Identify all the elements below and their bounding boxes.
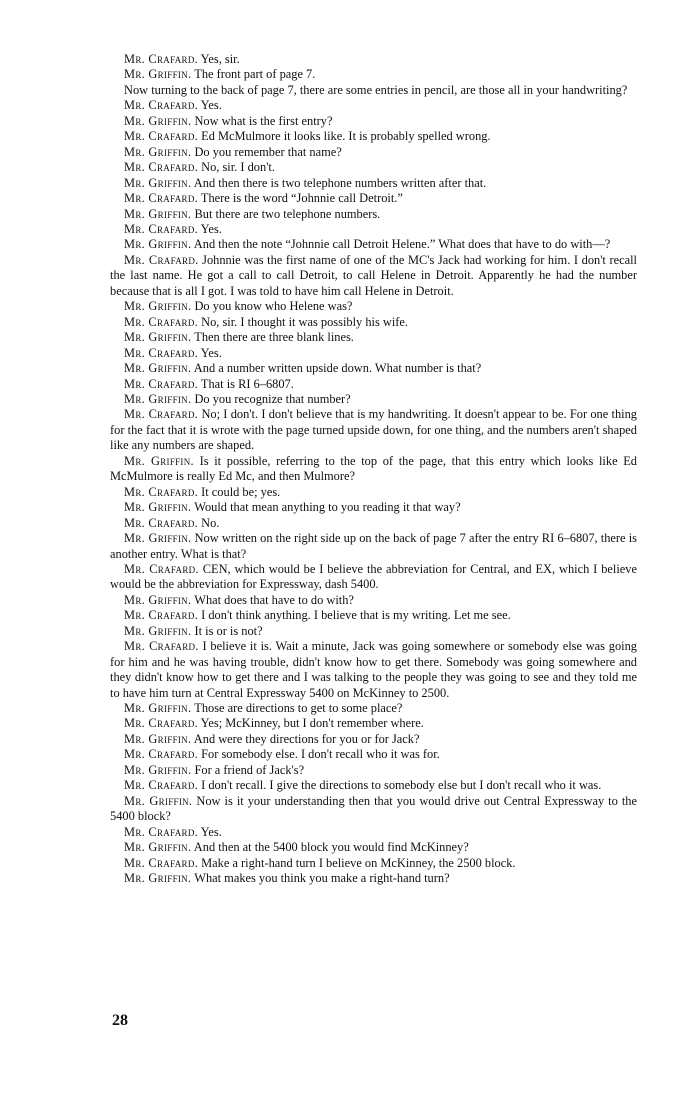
page-number: 28 bbox=[112, 1012, 128, 1029]
speaker-name: Mr. Griffin. bbox=[124, 113, 192, 128]
paragraph-text: I believe it is. Wait a minute, Jack was going somewhere or somebody else was going for him and he was having trouble, didn't know how to get there. Somebody was going somewhere and they didn't know how to get there and I was talking to the people they was going to see and they told me to have him turn at Central Expressway 5400 on McKinney to 2500. bbox=[110, 639, 637, 700]
transcript-paragraph bbox=[110, 98, 637, 113]
paragraph-text: Now turning to the back of page 7, there are some entries in pencil, are those all in your handwriting? bbox=[124, 82, 628, 97]
transcript-paragraph bbox=[110, 222, 637, 237]
transcript-paragraph bbox=[110, 52, 637, 67]
paragraph-text: Yes. bbox=[200, 824, 222, 839]
speaker-name: Mr. Griffin. bbox=[124, 453, 194, 468]
transcript-paragraph bbox=[110, 825, 637, 840]
speaker-name: Mr. Griffin. bbox=[124, 500, 192, 515]
paragraph-text: Ed McMulmore it looks like. It is probably spelled wrong. bbox=[201, 129, 491, 144]
speaker-name: Mr. Griffin. bbox=[124, 361, 192, 376]
speaker-name: Mr. Griffin. bbox=[124, 175, 192, 190]
speaker-name: Mr. Crafard. bbox=[124, 484, 199, 499]
transcript-paragraph bbox=[110, 639, 637, 701]
speaker-name: Mr. Griffin. bbox=[124, 871, 192, 886]
speaker-name: Mr. Griffin. bbox=[124, 840, 192, 855]
speaker-name: Mr. Griffin. bbox=[124, 731, 192, 746]
speaker-name: Mr. Crafard. bbox=[124, 747, 199, 762]
paragraph-text: No; I don't. I don't believe that is my handwriting. It doesn't appear to be. For one thing for the fact that it is wrote with the page turned upside down, for one thing, and the numbers aren't shaped like any numbers are shaped. bbox=[110, 407, 637, 453]
paragraph-text: Do you remember that name? bbox=[194, 144, 342, 159]
speaker-name: Mr. Griffin. bbox=[124, 144, 192, 159]
transcript-paragraph bbox=[110, 377, 637, 392]
speaker-name: Mr. Griffin. bbox=[124, 623, 192, 638]
paragraph-text: The front part of page 7. bbox=[194, 67, 316, 82]
speaker-name: Mr. Griffin. bbox=[124, 330, 192, 345]
transcript-paragraph bbox=[110, 516, 637, 531]
transcript-paragraph bbox=[110, 593, 637, 608]
speaker-name: Mr. Crafard. bbox=[124, 160, 199, 175]
transcript-paragraph bbox=[110, 454, 637, 485]
paragraph-text: Do you know who Helene was? bbox=[194, 299, 353, 314]
speaker-name: Mr. Crafard. bbox=[124, 824, 199, 839]
paragraph-text: Is it possible, referring to the top of the page, that this entry which looks like Ed McMulmore is really Ed Mc, and then Mulmore? bbox=[110, 453, 637, 484]
paragraph-text: For somebody else. I don't recall who it was for. bbox=[201, 747, 440, 762]
transcript-paragraph bbox=[110, 346, 637, 361]
transcript-paragraph bbox=[110, 207, 637, 222]
transcript-paragraph bbox=[110, 407, 637, 453]
transcript-paragraph bbox=[110, 299, 637, 314]
transcript-paragraph bbox=[110, 191, 637, 206]
transcript-paragraph bbox=[110, 747, 637, 762]
speaker-name: Mr. Crafard. bbox=[124, 407, 199, 422]
paragraph-text: And then the note “Johnnie call Detroit Helene.” What does that have to do with—? bbox=[193, 237, 611, 252]
paragraph-text: Would that mean anything to you reading it that way? bbox=[194, 500, 461, 515]
paragraph-text: No, sir. I thought it was possibly his wife. bbox=[201, 314, 408, 329]
speaker-name: Mr. Griffin. bbox=[124, 391, 192, 406]
speaker-name: Mr. Griffin. bbox=[124, 237, 192, 252]
paragraph-text: Yes, sir. bbox=[200, 52, 240, 66]
paragraph-text: Now what is the first entry? bbox=[194, 113, 333, 128]
paragraph-text: Now written on the right side up on the back of page 7 after the entry RI 6–6807, there is another entry. What is that? bbox=[110, 531, 637, 561]
transcript-paragraph bbox=[110, 145, 637, 160]
speaker-name: Mr. Crafard. bbox=[124, 252, 199, 267]
paragraph-text: No. bbox=[201, 515, 220, 530]
speaker-name: Mr. Griffin. bbox=[124, 299, 192, 314]
transcript-paragraph bbox=[110, 392, 637, 407]
transcript-paragraph bbox=[110, 361, 637, 376]
speaker-name: Mr. Crafard. bbox=[124, 515, 199, 530]
speaker-name: Mr. Crafard. bbox=[124, 345, 199, 360]
speaker-name: Mr. Crafard. bbox=[124, 639, 199, 654]
paragraph-text: I don't think anything. I believe that is my writing. Let me see. bbox=[201, 608, 511, 623]
transcript-paragraph bbox=[110, 608, 637, 623]
paragraph-text: And then at the 5400 block you would find McKinney? bbox=[193, 840, 469, 855]
paragraph-text: There is the word “Johnnie call Detroit.” bbox=[200, 191, 403, 206]
transcript-paragraph bbox=[110, 531, 637, 562]
speaker-name: Mr. Crafard. bbox=[124, 191, 199, 206]
paragraph-text: Yes. bbox=[200, 98, 222, 113]
speaker-name: Mr. Griffin. bbox=[124, 67, 192, 82]
speaker-name: Mr. Crafard. bbox=[124, 376, 199, 391]
transcript-paragraph bbox=[110, 83, 637, 98]
paragraph-text: Yes. bbox=[200, 221, 222, 236]
transcript-paragraph bbox=[110, 871, 637, 886]
transcript-paragraph bbox=[110, 840, 637, 855]
paragraph-text: For a friend of Jack's? bbox=[194, 762, 305, 777]
paragraph-text: What makes you think you make a right-hand turn? bbox=[194, 871, 450, 886]
transcript-paragraph bbox=[110, 485, 637, 500]
transcript-paragraph bbox=[110, 67, 637, 82]
paragraph-text: CEN, which would be I believe the abbreviation for Central, and EX, which I believe would be the abbreviation for Expressway, dash 5400. bbox=[110, 561, 637, 592]
transcript-paragraph bbox=[110, 701, 637, 716]
speaker-name: Mr. Crafard. bbox=[124, 221, 199, 236]
speaker-name: Mr. Griffin. bbox=[124, 531, 192, 546]
speaker-name: Mr. Crafard. bbox=[124, 855, 199, 870]
paragraph-text: And then there is two telephone numbers written after that. bbox=[193, 175, 487, 190]
paragraph-text: Make a right-hand turn I believe on McKinney, the 2500 block. bbox=[201, 855, 516, 870]
transcript-paragraph bbox=[110, 330, 637, 345]
paragraph-text: Now is it your understanding then that you would drive out Central Expressway to the 5400 block? bbox=[110, 793, 637, 824]
paragraph-text: Then there are three blank lines. bbox=[194, 330, 354, 345]
transcript-paragraph bbox=[110, 315, 637, 330]
paragraph-text: Yes; McKinney, but I don't remember where. bbox=[200, 716, 424, 731]
transcript-paragraph bbox=[110, 500, 637, 515]
paragraph-text: But there are two telephone numbers. bbox=[194, 206, 381, 221]
paragraph-text: What does that have to do with? bbox=[194, 592, 354, 607]
speaker-name: Mr. Crafard. bbox=[124, 716, 199, 731]
transcript-paragraph bbox=[110, 624, 637, 639]
paragraph-text: Yes. bbox=[200, 345, 222, 360]
speaker-name: Mr. Griffin. bbox=[124, 793, 193, 808]
paragraph-text: Johnnie was the first name of one of the MC's Jack had working for him. I don't recall the last name. He got a call to call Detroit, to call Helene in Detroit. Apparently he had the number because that is all I got. I was told to have him call Helene in Detroit. bbox=[110, 252, 637, 298]
speaker-name: Mr. Crafard. bbox=[124, 608, 199, 623]
transcript-paragraph bbox=[110, 253, 637, 299]
speaker-name: Mr. Griffin. bbox=[124, 701, 192, 716]
paragraph-text: That is RI 6–6807. bbox=[200, 376, 294, 391]
speaker-name: Mr. Crafard. bbox=[124, 561, 199, 576]
transcript-paragraph bbox=[110, 160, 637, 175]
paragraph-text: And a number written upside down. What number is that? bbox=[193, 361, 482, 376]
transcript-paragraph bbox=[110, 237, 637, 252]
paragraph-text: Those are directions to get to some place? bbox=[194, 701, 403, 716]
transcript-paragraph bbox=[110, 716, 637, 731]
transcript-paragraph bbox=[110, 732, 637, 747]
speaker-name: Mr. Crafard. bbox=[124, 129, 199, 144]
paragraph-text: It is or is not? bbox=[194, 623, 263, 638]
speaker-name: Mr. Crafard. bbox=[124, 52, 199, 66]
paragraph-text: Do you recognize that number? bbox=[194, 391, 351, 406]
transcript-paragraph bbox=[110, 114, 637, 129]
paragraph-text: And were they directions for you or for Jack? bbox=[193, 731, 420, 746]
speaker-name: Mr. Crafard. bbox=[124, 778, 199, 793]
speaker-name: Mr. Griffin. bbox=[124, 592, 192, 607]
transcript-body bbox=[110, 52, 637, 886]
speaker-name: Mr. Griffin. bbox=[124, 206, 192, 221]
speaker-name: Mr. Griffin. bbox=[124, 762, 192, 777]
speaker-name: Mr. Crafard. bbox=[124, 314, 199, 329]
transcript-paragraph bbox=[110, 176, 637, 191]
transcript-paragraph bbox=[110, 763, 637, 778]
speaker-name: Mr. Crafard. bbox=[124, 98, 199, 113]
paragraph-text: It could be; yes. bbox=[201, 484, 281, 499]
transcript-paragraph bbox=[110, 778, 637, 793]
paragraph-text: I don't recall. I give the directions to somebody else but I don't recall who it was. bbox=[201, 778, 602, 793]
transcript-paragraph bbox=[110, 856, 637, 871]
transcript-paragraph bbox=[110, 794, 637, 825]
transcript-paragraph bbox=[110, 129, 637, 144]
paragraph-text: No, sir. I don't. bbox=[201, 160, 275, 175]
transcript-paragraph bbox=[110, 562, 637, 593]
